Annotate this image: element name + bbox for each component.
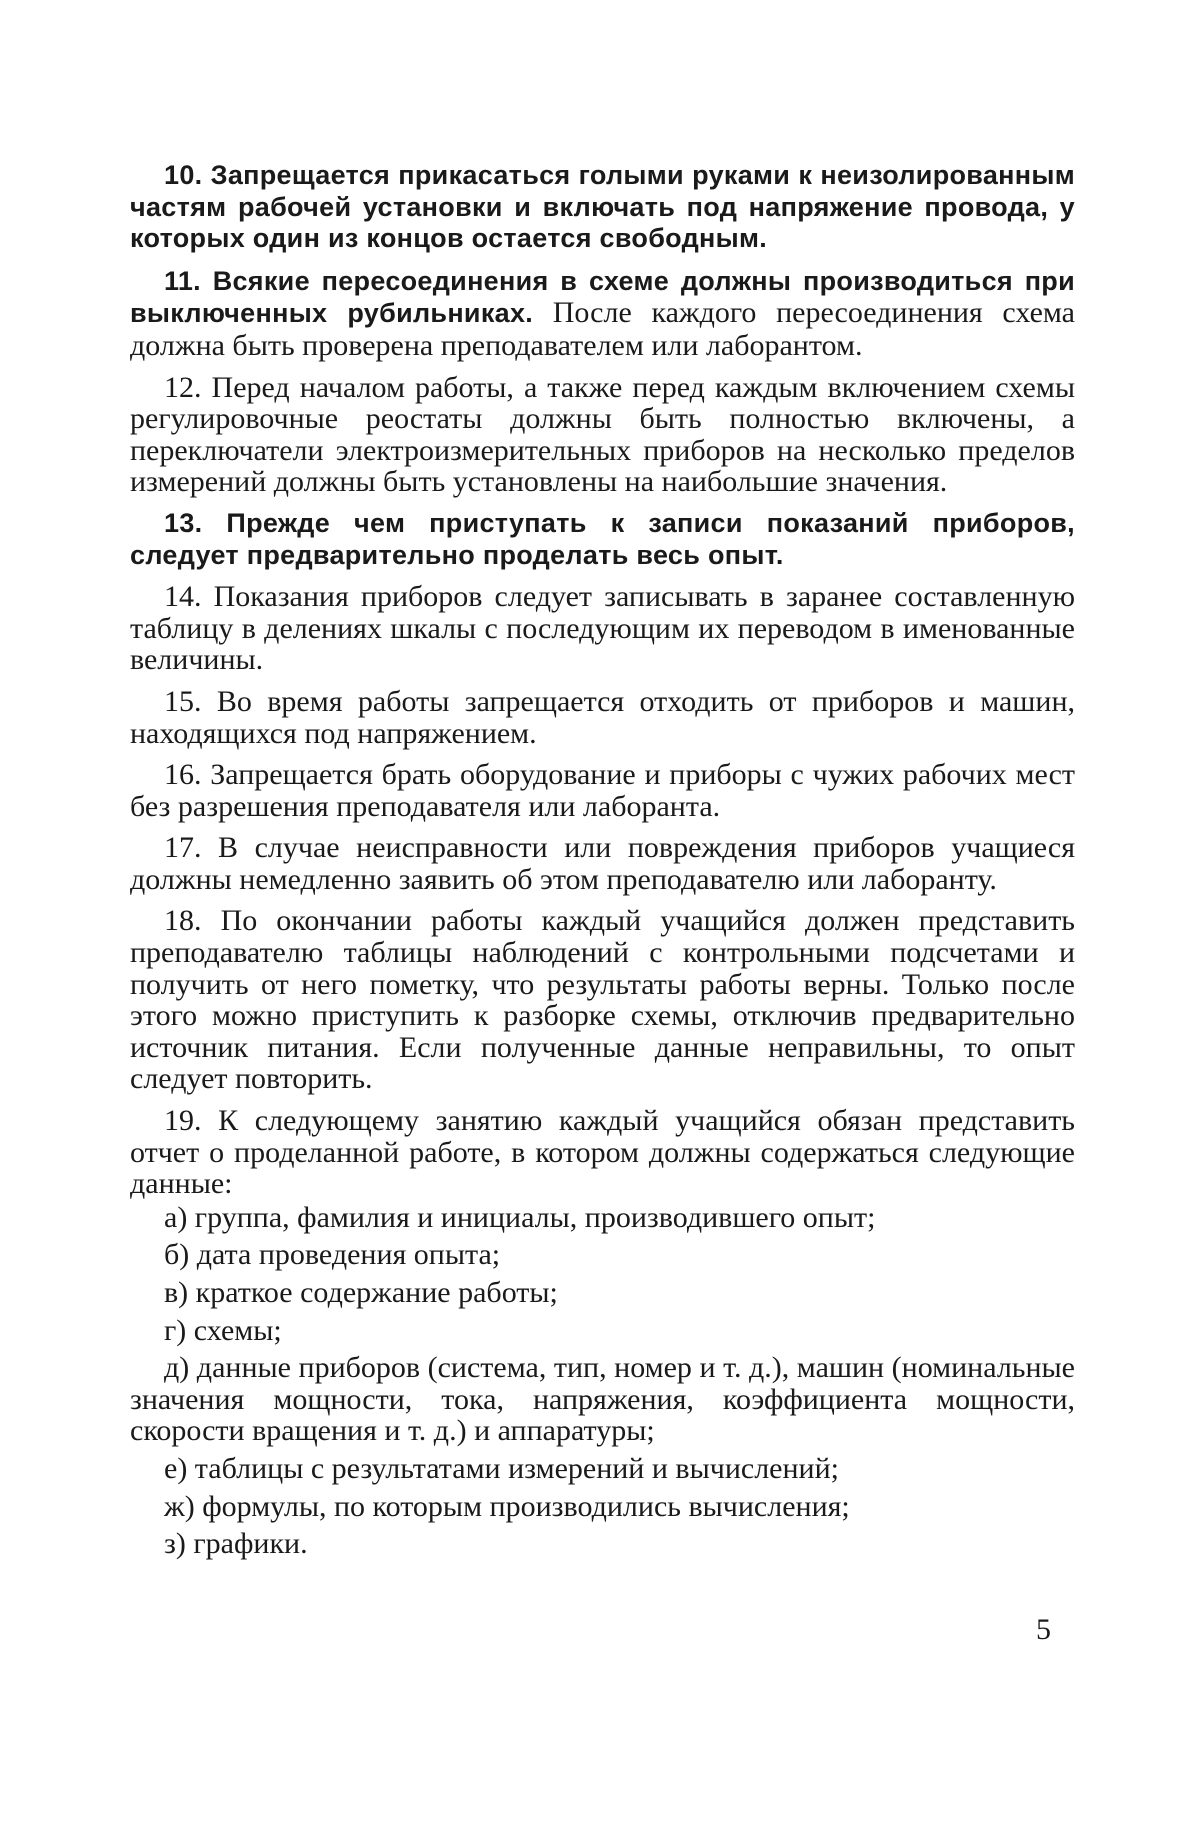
rule-10: [130, 160, 1075, 255]
rule-13-text: 13. Прежде чем приступать к записи показаний приборов, следует предварительно проделать весь опыт.: [130, 507, 1075, 570]
list-item-a: а) группа, фамилия и инициалы, производившего опыт;: [164, 1200, 876, 1234]
rule-15-text: 15. Во время работы запрещается отходить от приборов и машин, находящихся под напряжением.: [130, 684, 1075, 750]
rule-14-text: 14. Показания приборов следует записывать в заранее составленную таблицу в делениях шкалы с последующим их переводом в именованные величины.: [130, 580, 1075, 677]
rule-11-text: После каждого пересоединения схема должна быть проверена преподавателем или лаборантом.: [130, 296, 1075, 362]
list-item-v: в) краткое содержание работы;: [164, 1276, 558, 1309]
rule-16-text: 16. Запрещается брать оборудование и приборы с чужих рабочих мест без разрешения преподавателя или лаборанта.: [130, 758, 1075, 823]
rule-19: [130, 1105, 1075, 1200]
report-contents-list: [130, 1202, 1075, 1560]
list-item-z: з) графики.: [164, 1527, 308, 1561]
list-item-g: г) схемы;: [164, 1313, 282, 1347]
list-item-zh: ж) формулы, по которым производились вычисления;: [164, 1489, 850, 1523]
list-item-d: д) данные приборов (система, тип, номер и т. д.), машин (номинальные значения мощности, тока, напряжения, коэффициента мощности, скорости вращения и т. д.) и аппаратуры;: [130, 1351, 1075, 1448]
list-item-e: е) таблицы с результатами измерений и вычислений;: [164, 1451, 839, 1485]
rule-15: [130, 686, 1075, 749]
list-item-b: б) дата проведения опыта;: [164, 1238, 501, 1272]
rule-17: [130, 832, 1075, 895]
page-body: [130, 160, 1075, 1566]
rule-18-text: 18. По окончании работы каждый учащийся должен представить преподавателю таблицы наблюдений с контрольными подсчетами и получить от него пометку, что результаты работы верны. Только после этого можно приступить к разборке схемы, отключив предварительно источник питания. Если полученные данные неправильны, то опыт следует повторить.: [130, 904, 1075, 1096]
rule-16: [130, 759, 1075, 822]
rule-17-text: 17. В случае неисправности или повреждения приборов учащиеся должны немедленно заявить об этом преподавателю или лаборанту.: [130, 831, 1075, 896]
rule-11: [130, 265, 1075, 362]
rule-10-text: 10. Запрещается прикасаться голыми руками к неизолированным частям рабочей установки и включать под напряжение провода, у которых один из концов остается свободным.: [130, 160, 1075, 254]
rule-18: [130, 905, 1075, 1095]
rule-12-text: 12. Перед началом работы, а также перед каждым включением схемы регулировочные реостаты должны быть полностью включены, а переключатели электроизмерительных приборов на несколько пределов измерений должны быть установлены на наибольшие значения.: [130, 370, 1075, 499]
rule-11-bold-text: 11. Всякие пересоединения в схеме должны производиться при выключенных рубильниках.: [130, 265, 1075, 329]
rule-19-text: 19. К следующему занятию каждый учащийся обязан представить отчет о проделанной работе, в котором должны содержаться следующие данные:: [130, 1104, 1075, 1201]
rule-12: [130, 372, 1075, 498]
rule-13: [130, 508, 1075, 571]
page-number: 5: [1036, 1613, 1051, 1646]
rule-14: [130, 581, 1075, 676]
